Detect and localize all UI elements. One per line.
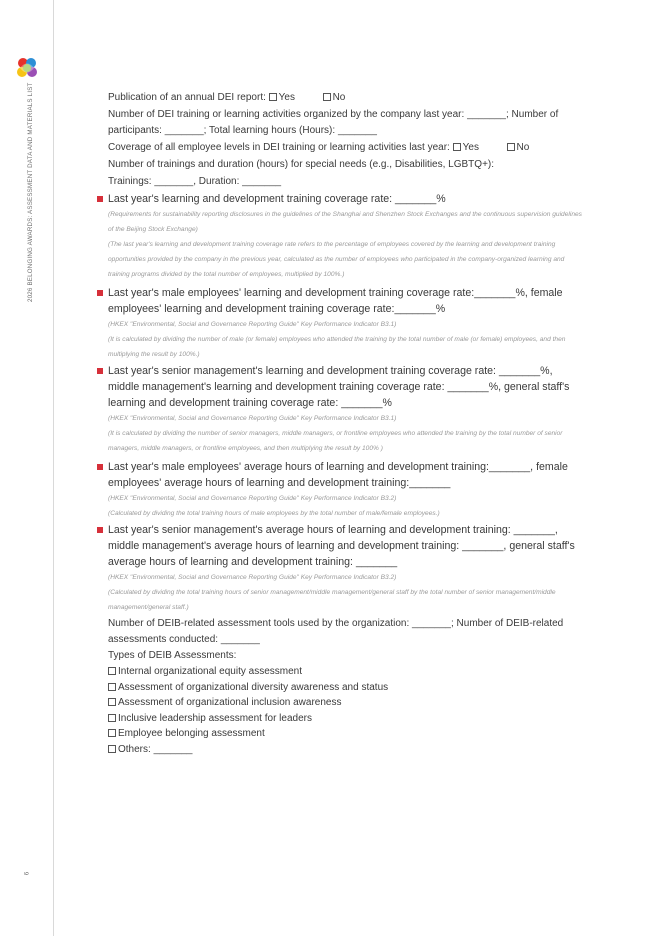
assessment-types-list [108,664,584,758]
publication-yes-checkbox[interactable] [269,93,277,101]
assessment-type-item[interactable]: Others: _______ [108,742,584,758]
checkbox[interactable] [108,667,116,675]
bullet-level-hours [108,522,584,570]
bullet-text[interactable]: Last year's male employees' learning and development training coverage rate:_______%, female employees' learning and development training coverage rate:_______% [108,287,563,315]
checkbox[interactable] [108,698,116,706]
publication-no-label: No [332,92,346,103]
bullet-text[interactable]: Last year's male employees' average hours of learning and development training:_______, female employees' average hours of learning and development training:_______ [108,461,568,489]
red-bullet-icon [97,527,103,533]
bullet-level-coverage [108,363,584,411]
bullet-coverage-rate [108,191,584,207]
assessment-types-label: Types of DEIB Assessments: [108,650,237,661]
coverage-yes-label: Yes [462,142,479,153]
bullet-note: (HKEX "Environmental, Social and Governance Reporting Guide" Key Performance Indicator B3.2) [108,495,397,502]
publication-label: Publication of an annual DEI report: [108,92,266,103]
bullet-gender-hours [108,459,584,491]
bullet-note: (Calculated by dividing the total training hours of senior management/middle management/general staff by the total number of senior management/middle management/general staff.) [108,589,556,611]
assessment-type-item[interactable]: Assessment of organizational inclusion awareness [108,695,584,711]
publication-no-checkbox[interactable] [323,93,331,101]
assessment-type-item[interactable]: Assessment of organizational diversity awareness and status [108,680,584,696]
bullet-note: (Requirements for sustainability reporting disclosures in the guidelines of the Shanghai and Shenzhen Stock Exchanges and the continuous supervision guidelines of the Beijing Stock Exchange) [108,211,582,233]
assessment-tools-question[interactable]: Number of DEIB-related assessment tools used by the organization: _______; Number of DEIB-related assessments conducted: _______ [108,618,564,645]
bullet-note: (Calculated by dividing the total training hours of male employees by the total number of male/female employees.) [108,510,440,517]
publication-yes-label: Yes [278,92,295,103]
form-content [108,90,584,758]
bullet-text[interactable]: Last year's senior management's learning and development training coverage rate: _______%, middle management's learning and development training coverage rate: _______%, general staff's learning and development training coverage rate: _______% [108,365,570,409]
coverage-no-label: No [516,142,530,153]
red-bullet-icon [97,368,103,374]
coverage-yes-checkbox[interactable] [453,143,461,151]
bullet-note: (HKEX "Environmental, Social and Governance Reporting Guide" Key Performance Indicator B3.1) [108,321,397,328]
coverage-no-checkbox[interactable] [507,143,515,151]
bullet-gender-coverage [108,285,584,317]
publication-question [108,90,584,106]
red-bullet-icon [97,464,103,470]
document-side-title: 2026 BELONGING AWARDS: ASSESSMENT DATA AND MATERIALS LIST [27,82,34,302]
checkbox[interactable] [108,745,116,753]
special-needs-fields[interactable]: Trainings: _______, Duration: _______ [108,176,282,187]
red-bullet-icon [97,290,103,296]
assessment-type-item[interactable]: Inclusive leadership assessment for leaders [108,711,584,727]
assessment-type-item[interactable]: Employee belonging assessment [108,726,584,742]
checkbox[interactable] [108,714,116,722]
coverage-label: Coverage of all employee levels in DEI training or learning activities last year: [108,142,450,153]
checkbox[interactable] [108,683,116,691]
bullet-note: (HKEX "Environmental, Social and Governance Reporting Guide" Key Performance Indicator B3.2) [108,574,397,581]
bullet-note: (It is calculated by dividing the number of senior managers, middle managers, or frontline employees who attended the training by the total number of senior managers, middle managers, or frontline employees, and then multiplying the result by 100% ) [108,430,563,452]
coverage-question [108,140,584,156]
training-count-question[interactable]: Number of DEI training or learning activities organized by the company last year: _______; Number of participants: _______; Total learning hours (Hours): _______ [108,109,559,136]
bullet-note: (It is calculated by dividing the number of male (or female) employees who attended the training by the total number of male (or female) employees, and then multiplying the result by 100%.) [108,336,566,358]
red-bullet-icon [97,196,103,202]
sidebar-divider [53,0,54,936]
bullet-text[interactable]: Last year's learning and development training coverage rate: _______% [108,193,446,205]
assessment-type-item[interactable]: Internal organizational equity assessment [108,664,584,680]
page-number: 6 [23,871,31,876]
checkbox[interactable] [108,729,116,737]
belonging-logo [15,56,39,80]
bullet-note: (The last year's learning and development training coverage rate refers to the percentage of employees covered by the learning and development training opportunities provided by the company in the previous year, calculated as the number of employees who participated in the company-organized learning and training programs divided by the total number of employees, multiplied by 100%.) [108,241,565,278]
special-needs-question: Number of trainings and duration (hours) for special needs (e.g., Disabilities, LGBTQ+): [108,159,495,170]
bullet-note: (HKEX "Environmental, Social and Governance Reporting Guide" Key Performance Indicator B3.1) [108,415,397,422]
bullet-text[interactable]: Last year's senior management's average hours of learning and development training: _______, middle management's average hours of learning and development training: _______, general staff's average hours of learning and development training: _______ [108,524,575,568]
